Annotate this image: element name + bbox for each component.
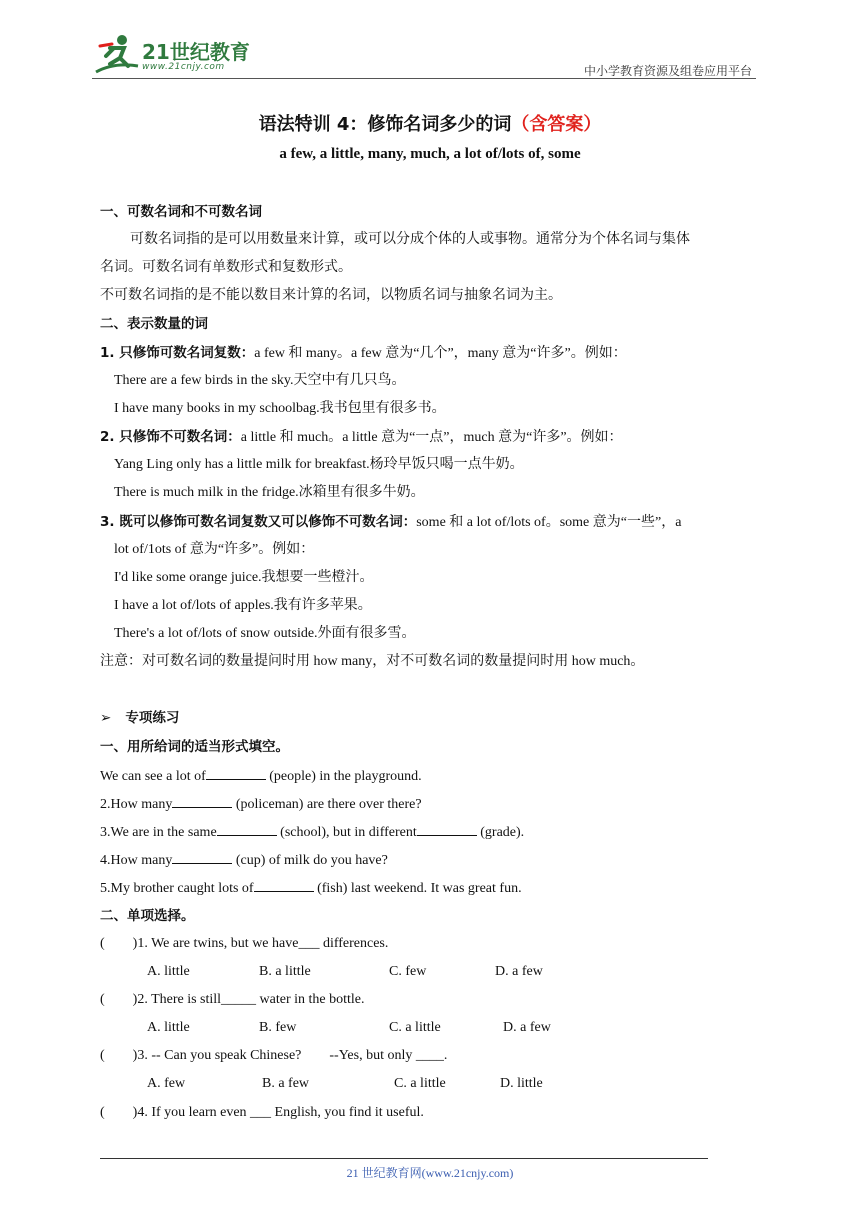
q4-blank[interactable]	[172, 849, 232, 864]
section1-p1-line2: 名词。可数名词有单数形式和复数形式。	[100, 260, 352, 275]
q1-text-b: (people) in the playground.	[265, 769, 422, 784]
q2-text-b: (policeman) are there over there?	[232, 797, 422, 812]
q5-text-a: 5.My brother caught lots of	[100, 881, 254, 896]
q3-text-a: 3.We are in the same	[100, 825, 217, 840]
mc1-option-b[interactable]: B. a little	[259, 964, 311, 979]
q3-text-c: (grade).	[476, 825, 525, 840]
title-main: 语法特训 4：修饰名词多少的词	[258, 114, 512, 135]
mc2-option-c[interactable]: C. a little	[389, 1020, 441, 1035]
logo-text: 21世纪教育	[142, 40, 250, 64]
mc3-option-a[interactable]: A. few	[147, 1076, 186, 1091]
mc2-option-a[interactable]: A. little	[147, 1020, 190, 1035]
item1-label: 1. 只修饰可数名词复数：	[100, 345, 255, 361]
q1-text-a: We can see a lot of	[100, 769, 206, 784]
mc-question-2: ( )2. There is still_____ water in the bottle.	[100, 992, 365, 1007]
runner-logo-icon	[92, 32, 142, 78]
item3-example1: I'd like some orange juice.我想要一些橙汁。	[114, 570, 374, 585]
mc3-option-c[interactable]: C. a little	[394, 1076, 446, 1091]
q4-text-b: (cup) of milk do you have?	[232, 853, 388, 868]
section2-item1	[100, 343, 627, 364]
q3-blank-1[interactable]	[217, 821, 277, 836]
mc3-option-b[interactable]: B. a few	[262, 1076, 310, 1091]
mc1-option-a[interactable]: A. little	[147, 964, 190, 979]
practice-heading	[100, 708, 179, 728]
item3-example3: There's a lot of/lots of snow outside.外面有很多雪。	[114, 626, 416, 641]
fill-question-4	[100, 849, 388, 871]
mc1-option-c[interactable]: C. few	[389, 964, 427, 979]
item2-label: 2. 只修饰不可数名词：	[100, 429, 241, 445]
item1-example2: I have many books in my schoolbag.我书包里有很多书。	[114, 401, 446, 416]
q1-blank[interactable]	[206, 765, 266, 780]
header-tagline: 中小学教育资源及组卷应用平台	[583, 64, 752, 78]
practice-title: 专项练习	[125, 710, 180, 726]
site-logo[interactable]	[92, 32, 262, 80]
section2-item2	[100, 427, 623, 448]
footer-divider	[100, 1158, 708, 1159]
item2-example2: There is much milk in the fridge.冰箱里有很多牛奶。	[114, 485, 425, 500]
item3-example2: I have a lot of/lots of apples.我有许多苹果。	[114, 598, 372, 613]
page-title	[0, 110, 860, 136]
item1-example1: There are a few birds in the sky.天空中有几只鸟。	[114, 373, 406, 388]
fill-question-3	[100, 821, 524, 843]
part1-heading: 一、用所给词的适当形式填空。	[100, 739, 289, 755]
q3-text-b: (school), but in different	[276, 825, 417, 840]
fill-question-1	[100, 765, 422, 787]
page-subtitle: a few, a little, many, much, a lot of/lots of, some	[279, 146, 581, 162]
item3-label: 3. 既可以修饰可数名词复数又可以修饰不可数名词：	[100, 514, 417, 530]
q5-text-b: (fish) last weekend. It was great fun.	[313, 881, 522, 896]
item2-example1: Yang Ling only has a little milk for breakfast.杨玲早饭只喝一点牛奶。	[114, 457, 524, 472]
section2-heading: 二、表示数量的词	[100, 316, 208, 332]
logo-url: www.21cnjy.com	[142, 62, 225, 72]
fill-question-5	[100, 877, 522, 899]
mc3-option-d[interactable]: D. little	[500, 1076, 543, 1091]
note: 注意：对可数名词的数量提问时用 how many，对不可数名词的数量提问时用 how much。	[100, 654, 645, 669]
section1-p1-line1: 可数名词指的是可以用数量来计算，或可以分成个体的人或事物。通常分为个体名词与集体	[130, 232, 690, 247]
fill-question-2	[100, 793, 422, 815]
section1-heading: 一、可数名词和不可数名词	[100, 204, 262, 220]
q5-blank[interactable]	[254, 877, 314, 892]
page-header	[0, 0, 860, 90]
title-answer-tag: （含答案）	[511, 114, 602, 135]
section1-p2: 不可数名词指的是不能以数目来计算的名词，以物质名词与抽象名词为主。	[100, 288, 562, 303]
item2-text: a little 和 much。a little 意为“一点”，much 意为“许多”。例如：	[240, 430, 623, 445]
item3-text: some 和 a lot of/lots of。some 意为“一些”，a	[416, 515, 682, 530]
q2-blank[interactable]	[172, 793, 232, 808]
mc-question-1: ( )1. We are twins, but we have___ differences.	[100, 936, 389, 951]
header-divider	[92, 78, 756, 79]
q3-blank-2[interactable]	[417, 821, 477, 836]
mc2-option-d[interactable]: D. a few	[503, 1020, 551, 1035]
section2-item3	[100, 512, 681, 533]
mc2-option-b[interactable]: B. few	[259, 1020, 297, 1035]
mc1-option-d[interactable]: D. a few	[495, 964, 543, 979]
page-footer[interactable]: 21 世纪教育网(www.21cnjy.com)	[346, 1166, 514, 1180]
mc-question-4: ( )4. If you learn even ___ English, you find it useful.	[100, 1105, 424, 1120]
q4-text-a: 4.How many	[100, 853, 173, 868]
item3-line2: lot of/1ots of 意为“许多”。例如：	[114, 542, 315, 557]
arrow-bullet-icon: ➢	[100, 710, 112, 726]
part2-heading: 二、单项选择。	[100, 908, 195, 924]
mc-question-3: ( )3. -- Can you speak Chinese? --Yes, but only ____.	[100, 1048, 448, 1063]
item1-text: a few 和 many。a few 意为“几个”，many 意为“许多”。例如：	[254, 346, 627, 361]
q2-text-a: 2.How many	[100, 797, 173, 812]
